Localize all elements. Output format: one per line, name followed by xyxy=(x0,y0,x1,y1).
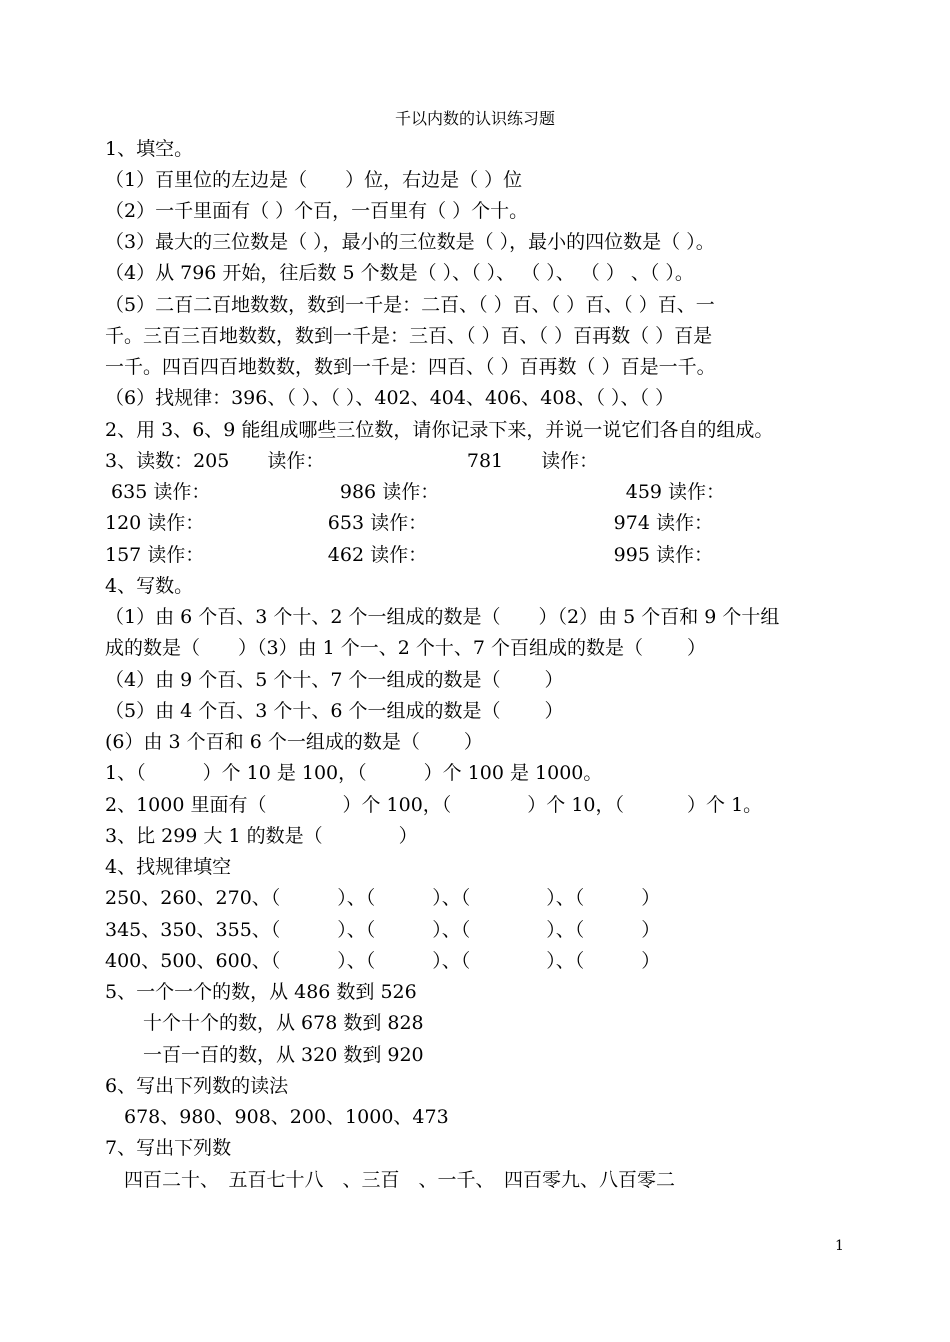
pattern-row: 345、350、355、（ ）、（ ）、（ ）、（ ） xyxy=(105,919,661,941)
number-words-list: 四百二十、 五百七十八 、三百 、一千、 四百零九、八百零二 xyxy=(105,1169,676,1191)
section-heading-fill-blanks: 1、填空。 xyxy=(105,138,194,160)
question-line: 2、1000 里面有（ ）个 100，（ ）个 10，（ ）个 1。 xyxy=(105,794,763,816)
question-line: 成的数是（ ）（3）由 1 个一、2 个十、7 个百组成的数是（ ） xyxy=(105,637,707,659)
question-line: 一千。四百四百地数数，数到一千是：四百、（ ）百再数（ ）百是一千。 xyxy=(105,356,716,378)
read-row: 635 读作： 986 读作： 459 读作： xyxy=(105,481,726,503)
question-line: 十个十个的数，从 678 数到 828 xyxy=(105,1012,424,1034)
question-line: （2）一千里面有（ ）个百，一百里有（ ）个十。 xyxy=(105,200,529,222)
question-line: （4）由 9 个百、5 个十、7 个一组成的数是（ ） xyxy=(105,669,564,691)
question-line: 5、一个一个的数，从 486 数到 526 xyxy=(105,981,417,1003)
question-line: （1）由 6 个百、3 个十、2 个一组成的数是（ ）（2）由 5 个百和 9 个十组 xyxy=(105,606,780,628)
read-row: 157 读作： 462 读作： 995 读作： xyxy=(105,544,713,566)
pattern-row: 400、500、600、（ ）、（ ）、（ ）、（ ） xyxy=(105,950,661,972)
question-line: （3）最大的三位数是（ ），最小的三位数是（ ），最小的四位数是（ ）。 xyxy=(105,231,715,253)
question-line: 一百一百的数，从 320 数到 920 xyxy=(105,1044,424,1066)
section-heading-pattern: 4、找规律填空 xyxy=(105,856,232,878)
section-heading-read: 3、读数：205 读作： 781 读作： xyxy=(105,450,599,472)
section-heading-reading-method: 6、写出下列数的读法 xyxy=(105,1075,289,1097)
question-line: （4）从 796 开始，往后数 5 个数是（ ）、（ ）、 （ ）、 （ ） 、（ ）。 xyxy=(105,262,694,284)
section-heading-write-numbers: 7、写出下列数 xyxy=(105,1137,232,1159)
page-number: 1 xyxy=(835,1238,844,1254)
question-line: (6）由 3 个百和 6 个一组成的数是（ ） xyxy=(105,731,483,753)
number-list: 678、980、908、200、1000、473 xyxy=(105,1106,449,1128)
question-line: （1）百里位的左边是（ ）位，右边是（ ）位 xyxy=(105,169,523,191)
question-line: （5）二百二百地数数，数到一千是：二百、（ ）百、（ ）百、（ ）百、一 xyxy=(105,294,715,316)
pattern-row: 250、260、270、（ ）、（ ）、（ ）、（ ） xyxy=(105,887,661,909)
read-row: 120 读作： 653 读作： 974 读作： xyxy=(105,512,713,534)
question-line: 千。三百三百地数数，数到一千是：三百、（ ）百、（ ）百再数（ ）百是 xyxy=(105,325,713,347)
question-line: 3、比 299 大 1 的数是（ ） xyxy=(105,825,418,847)
section-heading-write: 4、写数。 xyxy=(105,575,194,597)
question-line: （5）由 4 个百、3 个十、6 个一组成的数是（ ） xyxy=(105,700,564,722)
question-line: 1、（ ）个 10 是 100，（ ）个 100 是 1000。 xyxy=(105,762,603,784)
question-line: （6）找规律：396、（ ）、（ ）、402、404、406、408、（ ）、（ ） xyxy=(105,387,675,409)
page-title: 千以内数的认识练习题 xyxy=(394,109,555,128)
section-heading-compose: 2、用 3、6、9 能组成哪些三位数，请你记录下来，并说一说它们各自的组成。 xyxy=(105,419,774,441)
